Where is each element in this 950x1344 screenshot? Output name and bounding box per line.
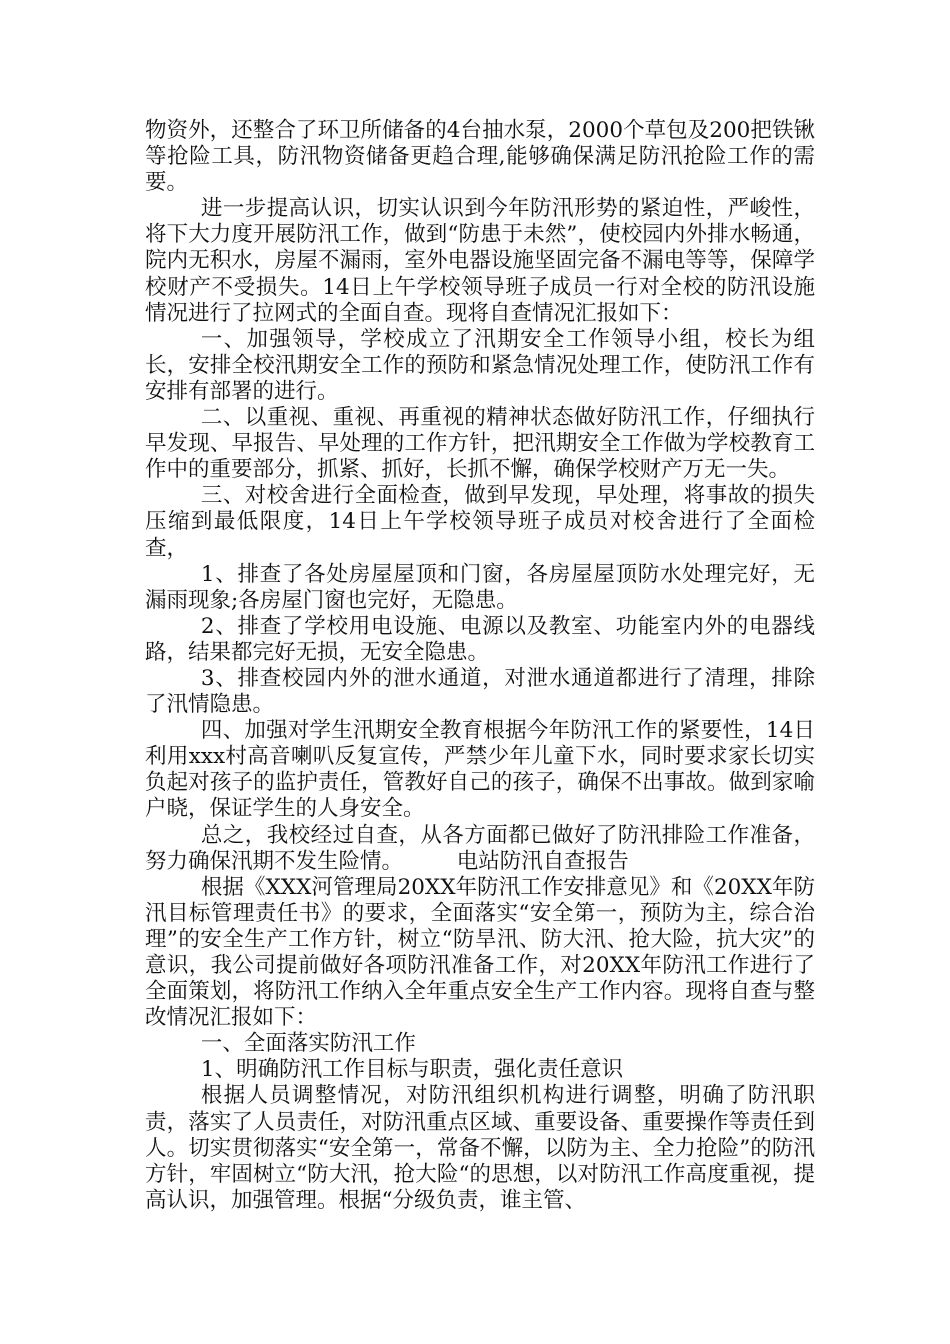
paragraph-8: 3、排查校园内外的泄水通道，对泄水通道都进行了清理，排除了汛情隐患。 [145,665,815,718]
paragraph-10: 总之，我校经过自查，从各方面都已做好了防汛排险工作准备，努力确保汛期不发生险情。 电站防汛自查报告 [145,822,815,874]
paragraph-2: 进一步提高认识，切实认识到今年防汛形势的紧迫性，严峻性，将下大力度开展防汛工作，做到“防患于未然”，使校园内外排水畅通，院内无积水，房屋不漏雨，室外电器设施坚固完备不漏电等等，保障学校财产不受损失。14日上午学校领导班子成员一行对全校的防汛设施情况进行了拉网式的全面自查。现将自查情况汇报如下： [145,196,815,326]
document-body [145,118,815,1214]
paragraph-3: 一、加强领导，学校成立了汛期安全工作领导小组，校长为组长，安排全校汛期安全工作的预防和紧急情况处理工作，使防汛工作有安排有部署的进行。 [145,326,815,404]
paragraph-12: 根据人员调整情况，对防汛组织机构进行调整，明确了防汛职责，落实了人员责任，对防汛重点区域、重要设备、重要操作等责任到人。切实贯彻落实“安全第一，常备不懈，以防为主、全力抢险”的防汛方针，牢固树立“防大汛，抢大险“的思想，以对防汛工作高度重视，提高认识，加强管理。根据“分级负责，谁主管、 [145,1083,815,1213]
subsection-heading-1: 1、明确防汛工作目标与职责，强化责任意识 [200,1057,624,1083]
section-heading-1: 一、全面落实防汛工作 [200,1031,416,1057]
paragraph-6: 1、排查了各处房屋屋顶和门窗，各房屋屋顶防水处理完好，无漏雨现象;各房屋门窗也完好，无隐患。 [145,561,815,613]
paragraph-9: 四、加强对学生汛期安全教育根据今年防汛工作的紧要性，14日利用xxx村高音喇叭反复宣传，严禁少年儿童下水，同时要求家长切实负起对孩子的监护责任，管教好自己的孩子，确保不出事故。做到家喻户晓，保证学生的人身安全。 [145,718,815,822]
paragraph-4: 二、以重视、重视、再重视的精神状态做好防汛工作，仔细执行早发现、早报告、早处理的工作方针，把汛期安全工作做为学校教育工作中的重要部分，抓紧、抓好，长抓不懈，确保学校财产万无一失。 [145,405,815,483]
paragraph-1: 物资外，还整合了环卫所储备的4台抽水泵，2000个草包及200把铁锹等抢险工具，防汛物资储备更趋合理,能够确保满足防汛抢险工作的需要。 [145,118,815,196]
paragraph-7: 2、排查了学校用电设施、电源以及教室、功能室内外的电器线路，结果都完好无损，无安全隐患。 [145,613,815,665]
paragraph-11: 根据《XXX河管理局20XX年防汛工作安排意见》和《20XX年防汛目标管理责任书》的要求，全面落实“安全第一，预防为主，综合治理”的安全生产工作方针，树立“防旱汛、防大汛、抢大险，抗大灾”的意识，我公司提前做好各项防汛准备工作，对20XX年防汛工作进行了全面策划，将防汛工作纳入全年重点安全生产工作内容。现将自查与整改情况汇报如下： [145,874,815,1031]
paragraph-5: 三、对校舍进行全面检查，做到早发现，早处理，将事故的损失压缩到最低限度，14日上午学校领导班子成员对校舍进行了全面检查， [145,483,815,561]
